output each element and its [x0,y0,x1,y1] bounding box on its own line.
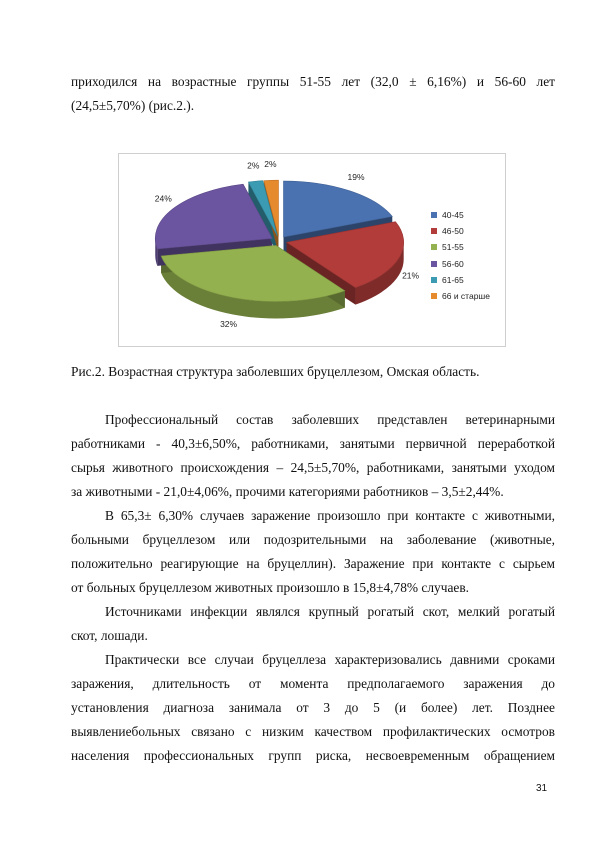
legend-label: 51-55 [442,242,464,253]
age-structure-pie-chart [118,153,506,347]
paragraph-3-line: Источниками инфекции являлся крупный рогатый скот, мелкий рогатый [105,604,555,619]
paragraph-4-line: населения профессиональных групп риска, несвоевременным обращением [71,748,555,763]
pie-data-label: 24% [154,193,172,204]
legend-swatch [431,293,437,299]
pie-data-label: 32% [220,318,238,329]
legend-label: 66 и старше [442,291,490,302]
intro-line-2: (24,5±5,70%) (рис.2.). [71,98,195,113]
page-number: 31 [536,783,548,794]
legend-item [431,256,490,272]
paragraph-3-line: скот, лошади. [71,628,148,643]
legend-label: 40-45 [442,210,464,221]
legend-swatch [431,212,437,218]
figure-caption: Рис.2. Возрастная структура заболевших бруцеллезом, Омская область. [71,364,480,379]
paragraph-2-line: положительно реагирующие на бруцеллин). Заражение при контакте с сырьем [71,556,555,571]
legend-item [431,223,490,239]
intro-line-1: приходился на возрастные группы 51-55 лет (32,0 ± 6,16%) и 56-60 лет [71,74,555,89]
paragraph-1-line: за животными - 21,0±4,06%, прочими категориями работников – 3,5±2,44%. [71,484,504,499]
legend-item [431,272,490,288]
paragraph-1-line: Профессиональный состав заболевших представлен ветеринарными [105,412,555,427]
paragraph-4-line: заражения, длительность от момента предполагаемого заражения до [71,676,555,691]
pie-data-label: 2% [247,160,260,171]
legend-item [431,207,490,223]
paragraph-2-line: больными бруцеллезом или подозрительными на заболевание (животные, [71,532,555,547]
legend-swatch [431,244,437,250]
chart-legend [431,207,490,304]
legend-label: 46-50 [442,226,464,237]
legend-swatch [431,228,437,234]
paragraph-2-line: от больных бруцеллезом животных произошло в 15,8±4,78% случаев. [71,580,470,595]
paragraph-1-line: сырья животного происхождения – 24,5±5,70%, работниками, занятыми уходом [71,460,555,475]
pie-data-label: 21% [402,270,420,281]
legend-swatch [431,277,437,283]
legend-label: 61-65 [442,274,464,285]
legend-item [431,239,490,255]
paragraph-4-line: установления диагноза занимала от 3 до 5 (и более) лет. Позднее [71,700,555,715]
paragraph-4-line: выявлениебольных связано с низким качеством профилактических осмотров [71,724,555,739]
paragraph-1-line: работниками - 40,3±6,50%, работниками, занятыми первичной переработкой [71,436,555,451]
legend-swatch [431,261,437,267]
paragraph-2-line: В 65,3± 6,30% случаев заражение произошло при контакте с животными, [105,508,555,523]
pie-data-label: 19% [347,171,365,182]
legend-item [431,288,490,304]
legend-label: 56-60 [442,258,464,269]
pie-data-label: 2% [264,159,277,170]
paragraph-4-line: Практически все случаи бруцеллеза характеризовались давними сроками [105,652,555,667]
